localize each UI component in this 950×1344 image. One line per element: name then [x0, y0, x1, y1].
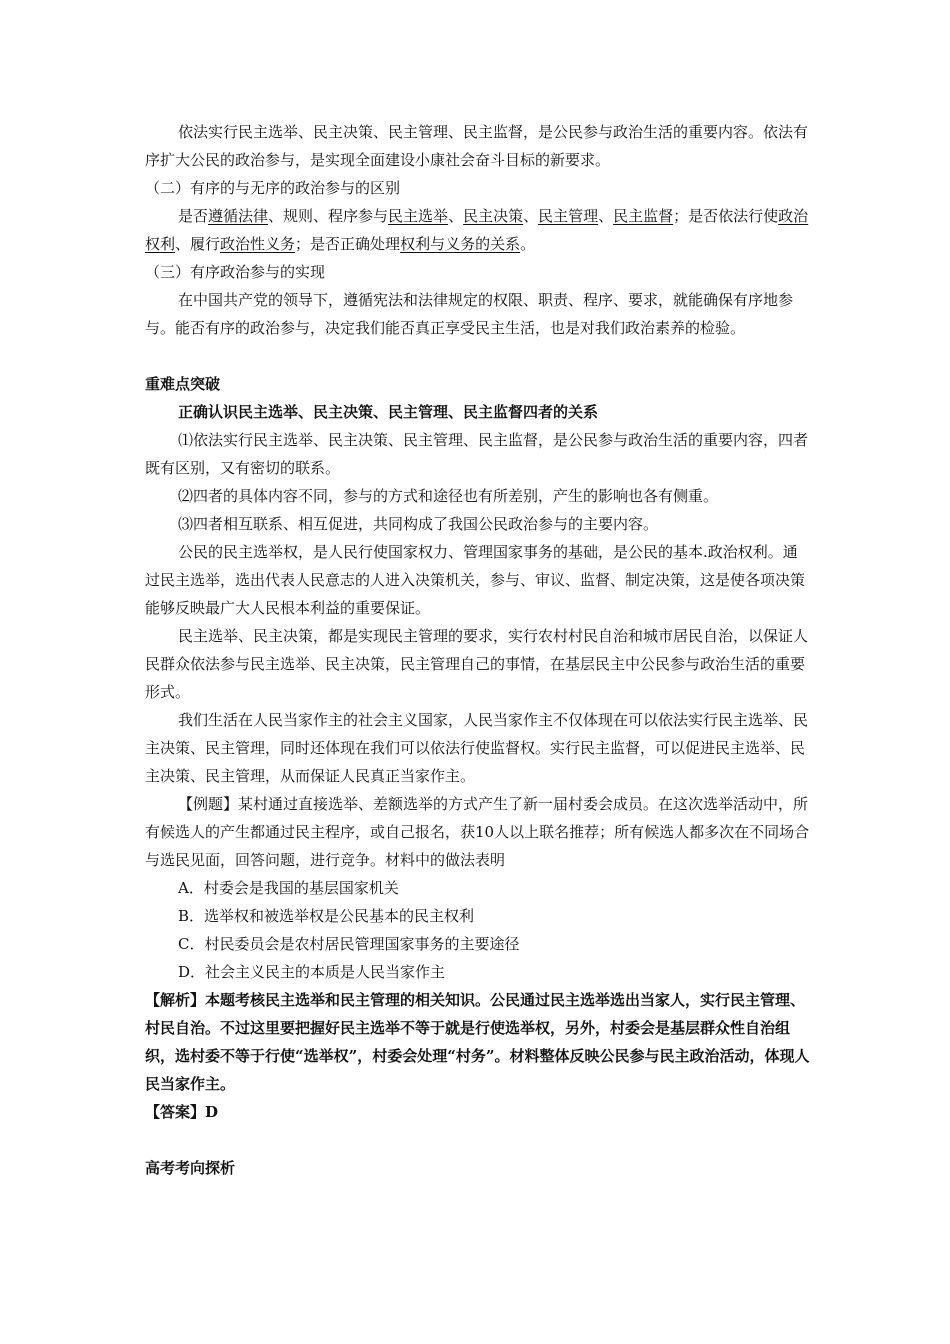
- option-c: C．村民委员会是农村居民管理国家事务的主要途径: [178, 935, 520, 953]
- text-run: 、履行: [175, 235, 221, 253]
- breakthrough-title: 重难点突破: [145, 375, 221, 393]
- point-3: ⑶四者相互联系、相互促进，共同构成了我国公民政治参与的主要内容。: [178, 515, 659, 533]
- text-run: ；是否依法行使: [673, 207, 779, 225]
- section-2-paragraph: [145, 202, 810, 258]
- body-paragraph-3: 我们生活在人民当家作主的社会主义国家，人民当家作主不仅体现在可以依法实行民主选举、民主决策、民主管理，同时还体现在我们可以依法行使监督权。实行民主监督，可以促进民主选举、民主决策、民主管理，从而保证人民真正当家作主。: [145, 711, 809, 785]
- option-b: B．选举权和被选举权是公民基本的民主权利: [178, 907, 475, 925]
- example-question: 【例题】某村通过直接选举、差额选举的方式产生了新一届村委会成员。在这次选举活动中，所有候选人的产生都通过民主程序，或自己报名，获10人以上联名推荐；所有候选人都多次在不同场合与选民见面，回答问题，进行竞争。材料中的做法表明: [145, 795, 810, 869]
- section-heading-2: （二）有序的与无序的政治参与的区别: [145, 179, 401, 197]
- breakthrough-subtitle: 正确认识民主选举、民主决策、民主管理、民主监督四者的关系: [178, 403, 599, 421]
- underlined-term: 民主决策: [463, 207, 524, 225]
- text-run: 、: [523, 207, 539, 225]
- text-run: ；是否正确处理: [295, 235, 401, 253]
- underlined-term: 遵循法律: [208, 207, 269, 225]
- spacer: [145, 1126, 810, 1154]
- point-2: ⑵四者的具体内容不同，参与的方式和途径也有所差别，产生的影响也各有侧重。: [178, 487, 719, 505]
- underlined-term: 权利与义务的关系: [400, 235, 521, 253]
- option-a: A．村委会是我国的基层国家机关: [178, 879, 399, 897]
- exam-title: 高考考向探析: [145, 1159, 236, 1177]
- section-heading-3: （三）有序政治参与的实现: [145, 263, 326, 281]
- text-run: 、: [598, 207, 614, 225]
- option-d: D．社会主义民主的本质是人民当家作主: [178, 963, 446, 981]
- document-content: [145, 118, 810, 1182]
- answer-line: 【答案】D: [145, 1103, 219, 1121]
- underlined-term: 民主管理: [538, 207, 599, 225]
- body-paragraph-1: 公民的民主选举权，是人民行使国家权力、管理国家事务的基础，是公民的基本.政治权利。通过民主选举，选出代表人民意志的人进入决策机关，参与、审议、监督、制定决策，这是使各项决策能够反映最广大人民根本利益的重要保证。: [145, 543, 806, 617]
- point-1: ⑴依法实行民主选举、民主决策、民主管理、民主监督，是公民参与政治生活的重要内容，四者既有区别，又有密切的联系。: [145, 431, 809, 477]
- analysis-paragraph: 【解析】本题考核民主选举和民主管理的相关知识。公民通过民主选举选出当家人，实行民主管理、村民自治。不过这里要把握好民主选举不等于就是行使选举权，另外，村委会是基层群众性自治组织，选村委不等于行使“选举权”，村委会处理“村务”。材料整体反映公民参与民主政治活动，体现人民当家作主。: [145, 991, 810, 1093]
- underlined-term: 政治性义务: [220, 235, 296, 253]
- text-run: 、规则、程序参与: [268, 207, 389, 225]
- spacer: [145, 342, 810, 370]
- intro-paragraph: 依法实行民主选举、民主决策、民主管理、民主监督，是公民参与政治生活的重要内容。依法有序扩大公民的政治参与，是实现全面建设小康社会奋斗目标的新要求。: [145, 123, 809, 169]
- text-run: 是否: [178, 207, 209, 225]
- underlined-term: 民主选举: [388, 207, 449, 225]
- underlined-term: 政治权利: [145, 207, 809, 253]
- section-3-paragraph: 在中国共产党的领导下，遵循宪法和法律规定的权限、职责、程序、要求，就能确保有序地参与。能否有序的政治参与，决定我们能否真正享受民主生活，也是对我们政治素养的检验。: [145, 291, 794, 337]
- text-run: 。: [520, 235, 536, 253]
- underlined-term: 民主监督: [613, 207, 674, 225]
- body-paragraph-2: 民主选举、民主决策，都是实现民主管理的要求，实行农村村民自治和城市居民自治，以保证人民群众依法参与民主选举、民主决策，民主管理自己的事情，在基层民主中公民参与政治生活的重要形式。: [145, 627, 809, 701]
- text-run: 、: [448, 207, 464, 225]
